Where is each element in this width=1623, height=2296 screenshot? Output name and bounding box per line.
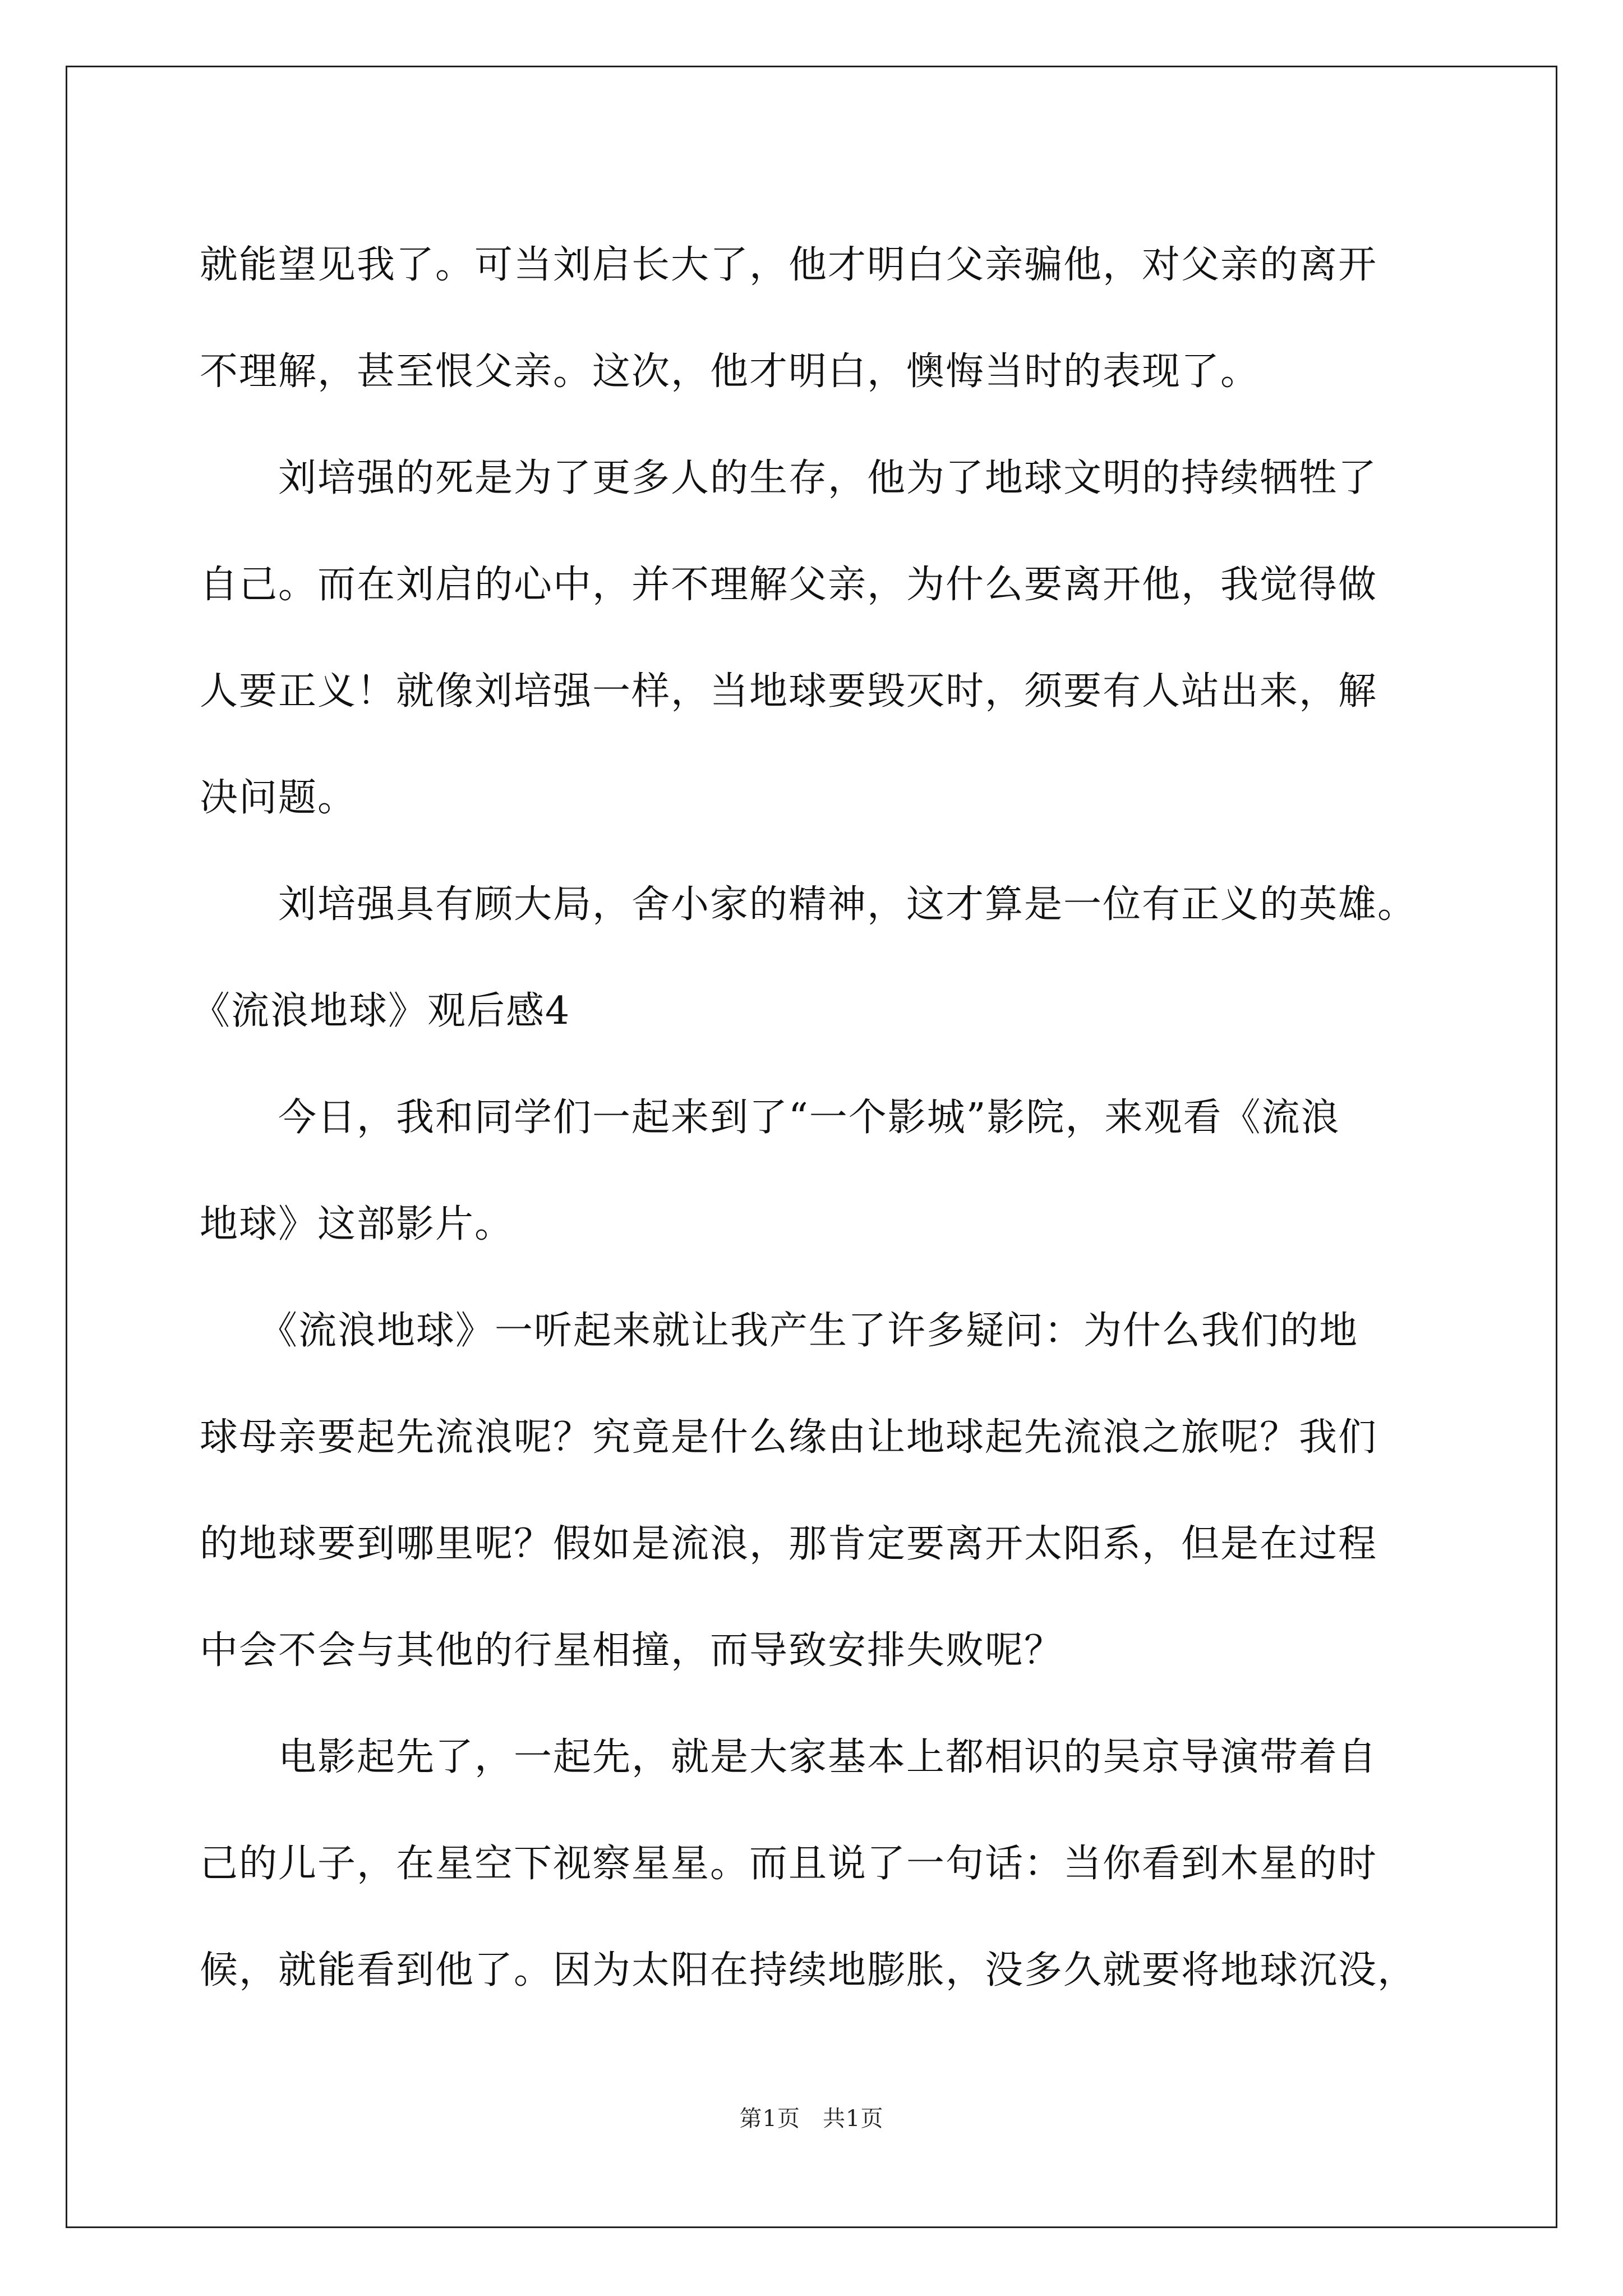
text-line: 人要正义！就像刘培强一样，当地球要毁灭时，须要有人站出来，解 [200, 669, 1378, 714]
text-line: 决问题。 [200, 776, 357, 820]
text-line: 的地球要到哪里呢？假如是流浪，那肯定要离开太阳系，但是在过程 [200, 1522, 1378, 1566]
section-heading: 《流浪地球》观后感4 [192, 989, 571, 1033]
text-line: 刘培强的死是为了更多人的生存，他为了地球文明的持续牺牲了 [200, 456, 1378, 500]
text-line: 《流浪地球》一听起来就让我产生了许多疑问：为什么我们的地 [200, 1309, 1359, 1353]
text-line: 自己。而在刘启的心中，并不理解父亲，为什么要离开他，我觉得做 [200, 563, 1378, 607]
text-line: 就能望见我了。可当刘启长大了，他才明白父亲骗他，对父亲的离开 [200, 243, 1378, 287]
page-number-current: 第1页 [739, 2106, 800, 2132]
text-line: 球母亲要起先流浪呢？究竟是什么缘由让地球起先流浪之旅呢？我们 [200, 1415, 1378, 1460]
text-line: 电影起先了，一起先，就是大家基本上都相识的吴京导演带着自 [200, 1735, 1378, 1779]
text-line: 今日，我和同学们一起来到了“一个影城”影院，来观看《流浪 [200, 1096, 1340, 1140]
page-footer [0, 2101, 1623, 2133]
text-line: 不理解，甚至恨父亲。这次，他才明白，懊悔当时的表现了。 [200, 349, 1260, 394]
text-line: 刘培强具有顾大局，舍小家的精神，这才算是一位有正义的英雄。 [200, 882, 1417, 927]
document-body [192, 212, 1428, 2024]
text-line: 候，就能看到他了。因为太阳在持续地膨胀，没多久就要将地球沉没， [200, 1948, 1417, 1993]
page-number-total: 共1页 [823, 2106, 884, 2132]
text-line: 地球》这部影片。 [200, 1202, 514, 1246]
text-line: 中会不会与其他的行星相撞，而导致安排失败呢？ [200, 1628, 1064, 1673]
text-line: 己的儿子，在星空下视察星星。而且说了一句话：当你看到木星的时 [200, 1842, 1378, 1886]
